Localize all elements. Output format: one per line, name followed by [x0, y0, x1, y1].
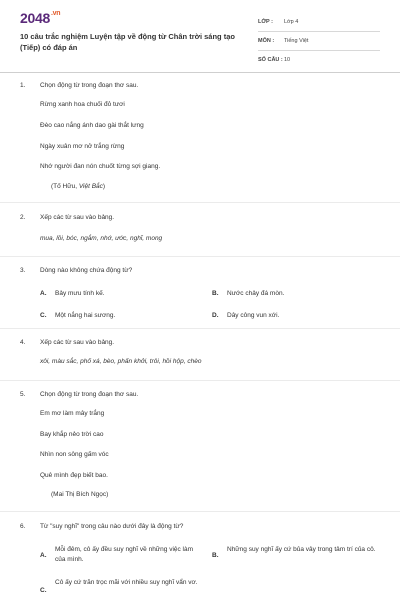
meta-row-subject [258, 33, 380, 51]
question-prompt: Xếp các từ sau vào bảng. [40, 214, 115, 221]
option-label: B. [212, 552, 219, 559]
option-label: B. [212, 290, 219, 297]
word-list: xôi, màu sắc, phố xá, bèo, phấn khởi, trôi, hồi hộp, chèo [40, 358, 202, 365]
option-text: Dây công vun xới. [227, 312, 280, 319]
option-text: Mỗi đêm, cô ấy đều suy nghĩ về những việc làm của mình. [55, 546, 194, 563]
logo-suffix: .vn [50, 10, 61, 17]
question-prompt: Chọn động từ trong đoạn thơ sau. [40, 82, 139, 89]
poem-source-suffix: ) [102, 183, 106, 190]
site-logo[interactable] [20, 10, 60, 26]
option-label: C. [40, 587, 47, 594]
meta-value-class: Lớp 4 [284, 19, 299, 25]
poem-line: Ngày xuân mơ nở trắng rừng [40, 143, 125, 150]
meta-value-count: 10 [284, 57, 291, 63]
meta-key-subject: MÔN : [258, 38, 275, 44]
poem-line: Đèo cao nắng ánh dao gài thắt lưng [40, 122, 144, 129]
meta-panel [258, 14, 380, 70]
poem-source [51, 183, 105, 190]
option-text: Một nắng hai sương. [55, 312, 116, 319]
poem-line: Nhớ người đan nón chuốt từng sợi giang. [40, 163, 161, 170]
meta-value-subject: Tiếng Việt [284, 38, 309, 44]
question-number: 6. [20, 523, 26, 530]
option-label: D. [212, 312, 219, 319]
header-divider [0, 72, 400, 73]
question-prompt: Từ "suy nghĩ" trong câu nào dưới đây là động từ? [40, 523, 184, 530]
question-number: 3. [20, 267, 26, 274]
poem-line: Rừng xanh hoa chuối đỏ tươi [40, 101, 125, 108]
question-number: 5. [20, 391, 26, 398]
question-divider [0, 256, 400, 257]
question-number: 1. [20, 82, 26, 89]
word-list: mua, lồi, bóc, ngắm, nhớ, ước, nghĩ, mong [40, 235, 163, 242]
question-divider [0, 511, 400, 512]
document-title: 10 câu trắc nghiệm Luyện tập về động từ Chân trời sáng tạo (Tiếp) có đáp án [20, 32, 235, 52]
question-divider [0, 328, 400, 329]
option-label: A. [40, 290, 47, 297]
option-label: A. [40, 552, 47, 559]
question-divider [0, 202, 400, 203]
option-text: Nước chảy đá mòn. [227, 290, 285, 297]
poem-line: Quê mình đẹp biết bao. [40, 472, 108, 479]
poem-source: (Mai Thị Bích Ngọc) [51, 491, 109, 498]
meta-row-count [258, 52, 380, 69]
option-text: Những suy nghĩ ấy cứ bủa vây trong tâm trí của cô. [227, 546, 376, 553]
poem-line: Em mơ làm mây trắng [40, 410, 105, 417]
option-label: C. [40, 312, 47, 319]
meta-row-class [258, 14, 380, 32]
question-number: 2. [20, 214, 26, 221]
question-divider [0, 380, 400, 381]
logo-text: 2048 [20, 10, 50, 26]
option-text: Cô ấy cứ trăn trọc mãi với nhiều suy nghĩ vẩn vơ. [55, 579, 198, 586]
question-prompt: Chọn động từ trong đoạn thơ sau. [40, 391, 139, 398]
poem-line: Nhìn non sông gấm vóc [40, 451, 109, 458]
meta-key-count: SỐ CÂU : [258, 57, 283, 63]
poem-line: Bay khắp nẻo trời cao [40, 431, 104, 438]
option-text: Bảy mưu tính kế. [55, 290, 105, 297]
question-number: 4. [20, 339, 26, 346]
poem-source-work: Việt Bắc [78, 183, 103, 190]
question-prompt: Xếp các từ sau vào bảng. [40, 339, 115, 346]
poem-source-prefix: (Tố Hữu, [51, 183, 79, 190]
question-prompt: Dòng nào không chứa động từ? [40, 267, 133, 274]
meta-key-class: LỚP : [258, 19, 273, 25]
